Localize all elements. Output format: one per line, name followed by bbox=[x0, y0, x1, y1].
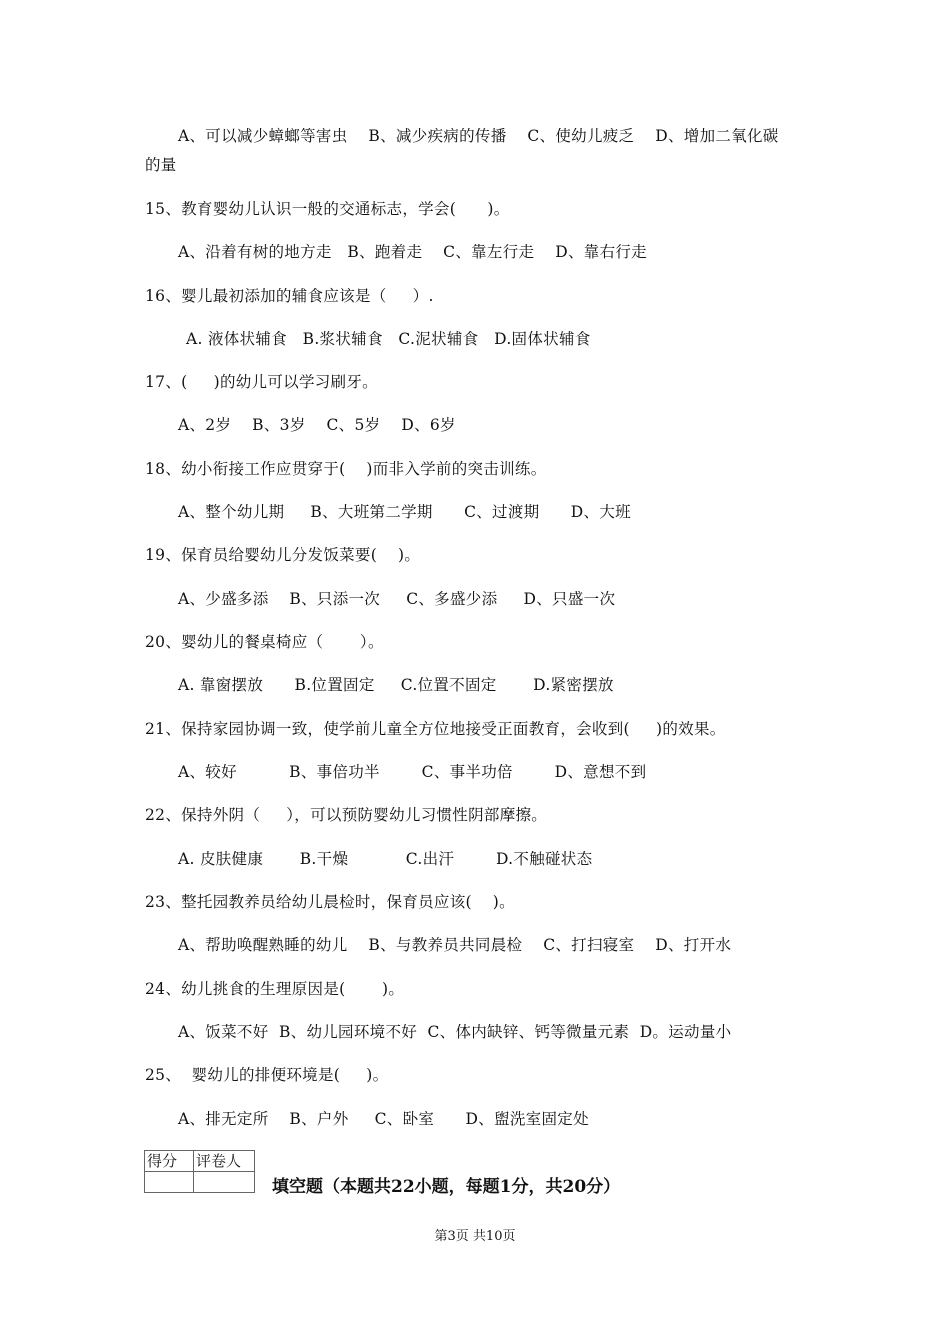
score-label: 得分 bbox=[145, 1151, 194, 1172]
question-15: 15、教育婴幼儿认识一般的交通标志，学会( )。 bbox=[145, 200, 510, 218]
question-22-options: A. 皮肤健康 B.干燥 C.出汗 D.不触碰状态 bbox=[178, 850, 593, 868]
question-17: 17、( )的幼儿可以学习刷牙。 bbox=[145, 373, 378, 391]
question-21-options: A、较好 B、事倍功半 C、事半功倍 D、意想不到 bbox=[178, 763, 647, 781]
question-18: 18、幼小衔接工作应贯穿于( )而非入学前的突击训练。 bbox=[145, 460, 547, 478]
question-17-options: A、2岁 B、3岁 C、5岁 D、6岁 bbox=[178, 416, 456, 434]
grader-cell[interactable] bbox=[194, 1172, 255, 1193]
question-25-options: A、排无定所 B、户外 C、卧室 D、盥洗室固定处 bbox=[178, 1110, 589, 1128]
question-19-options: A、少盛多添 B、只添一次 C、多盛少添 D、只盛一次 bbox=[178, 590, 616, 608]
question-15-options: A、沿着有树的地方走 B、跑着走 C、靠左行走 D、靠右行走 bbox=[178, 243, 647, 261]
q14-options: A、可以减少蟑螂等害虫 B、减少疾病的传播 C、使幼儿疲乏 D、增加二氧化碳 bbox=[178, 127, 779, 145]
question-20-options: A. 靠窗摆放 B.位置固定 C.位置不固定 D.紧密摆放 bbox=[178, 676, 614, 694]
question-20: 20、婴幼儿的餐桌椅应（ ）。 bbox=[145, 633, 384, 651]
question-16-options: A. 液体状辅食 B.浆状辅食 C.泥状辅食 D.固体状辅食 bbox=[186, 330, 591, 348]
question-24: 24、幼儿挑食的生理原因是( )。 bbox=[145, 980, 405, 998]
score-cell[interactable] bbox=[145, 1172, 194, 1193]
question-23-options: A、帮助唤醒熟睡的幼儿 B、与教养员共同晨检 C、打扫寝室 D、打开水 bbox=[178, 936, 732, 954]
grader-label: 评卷人 bbox=[194, 1151, 255, 1172]
page-footer: 第3页 共10页 bbox=[434, 1229, 516, 1244]
question-24-options: A、饭菜不好 B、幼儿园环境不好 C、体内缺锌、钙等微量元素 D。运动量小 bbox=[178, 1023, 732, 1041]
question-16: 16、婴儿最初添加的辅食应该是（ ）. bbox=[145, 287, 434, 305]
question-25: 25、 婴幼儿的排便环境是( )。 bbox=[145, 1066, 389, 1084]
score-table bbox=[144, 1150, 255, 1193]
question-22: 22、保持外阴（ ），可以预防婴幼儿习惯性阴部摩擦。 bbox=[145, 806, 548, 824]
question-23: 23、整托园教养员给幼儿晨检时，保育员应该( )。 bbox=[145, 893, 515, 911]
q14-options-continued: 的量 bbox=[145, 156, 177, 174]
question-21: 21、保持家园协调一致，使学前儿童全方位地接受正面教育，会收到( )的效果。 bbox=[145, 720, 726, 738]
question-18-options: A、整个幼儿期 B、大班第二学期 C、过渡期 D、大班 bbox=[178, 503, 631, 521]
section-title: 填空题（本题共22小题，每题1分，共20分） bbox=[272, 1177, 621, 1197]
question-19: 19、保育员给婴幼儿分发饭菜要( )。 bbox=[145, 546, 421, 564]
